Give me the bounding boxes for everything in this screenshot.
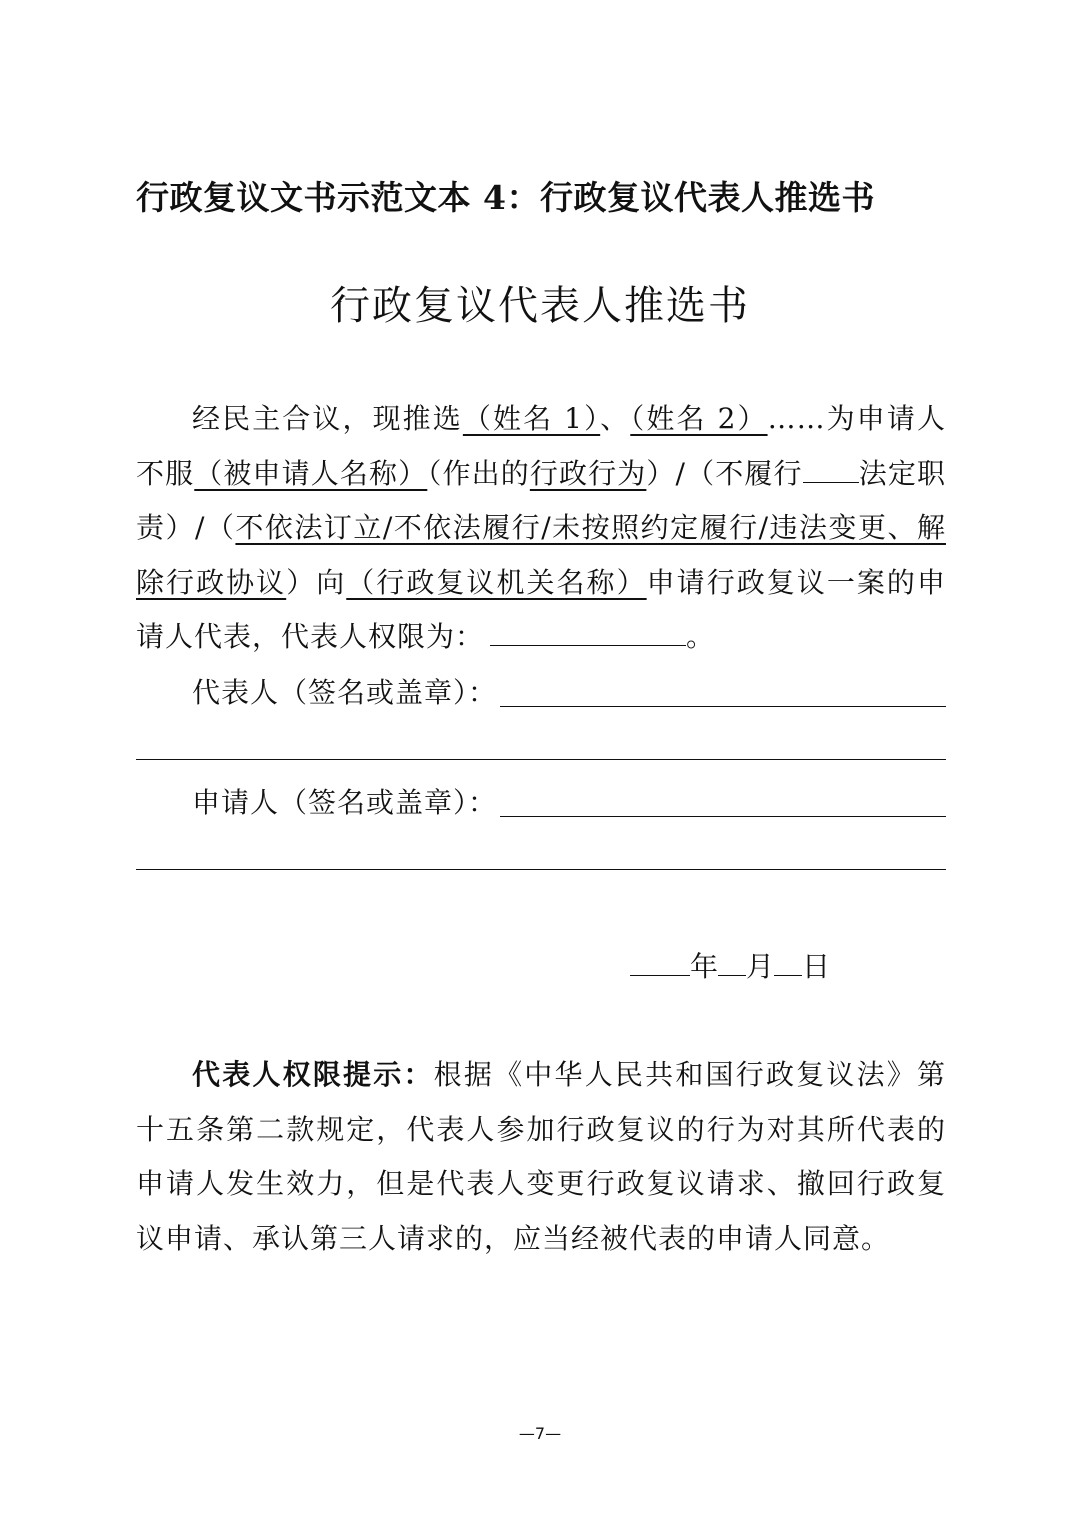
- administrative-act-field: 行政行为: [529, 456, 647, 490]
- document-heading: 行政复议文书示范文本 4：行政复议代表人推选书: [136, 178, 875, 217]
- respondent-name-field: （被申请人名称）: [194, 456, 428, 490]
- applicant-signature-row: [136, 776, 946, 830]
- body-text-6: ）向: [286, 565, 347, 599]
- page-number: —7—: [518, 1424, 562, 1443]
- name-2-field: （姓名 2）: [630, 402, 768, 435]
- year-label: 年: [690, 950, 719, 983]
- body-text-8: 。: [686, 620, 716, 653]
- body-text-2: ……为申请人不服: [136, 402, 946, 490]
- authority-blank: [490, 644, 686, 646]
- year-blank: [630, 974, 690, 976]
- day-label: 日: [802, 950, 831, 983]
- body-separator: 、: [600, 402, 631, 435]
- applicant-signature-label: 申请人（签名或盖章）：: [192, 786, 498, 819]
- month-blank: [718, 974, 746, 976]
- date-line: [630, 940, 830, 994]
- applicant-extra-line: [136, 869, 946, 870]
- authority-note-text: 根据《中华人民共和国行政复议法》第十五条第二款规定，代表人参加行政复议的行为对其所代表的申请人发生效力，但是代表人变更行政复议请求、撤回行政复议申请、承认第三人请求的，应当经被代表的申请人同意。: [136, 1058, 946, 1255]
- review-organ-field: （行政复议机关名称）: [346, 565, 647, 599]
- representative-signature-label: 代表人（签名或盖章）：: [192, 676, 498, 709]
- month-label: 月: [746, 950, 775, 983]
- representative-signature-line: [500, 706, 946, 707]
- body-text-4: ）/（不履行: [646, 456, 803, 490]
- applicant-signature-line: [500, 816, 946, 817]
- authority-note: [136, 1048, 946, 1266]
- body-text-3: （作出的: [427, 456, 530, 490]
- body-text-5: 法定职责）/（: [136, 456, 946, 544]
- body-text-1: 经民主合议，现推选: [192, 402, 463, 435]
- representative-signature-row: [136, 666, 946, 720]
- document-title: 行政复议代表人推选书: [330, 283, 750, 329]
- representative-extra-line: [136, 759, 946, 760]
- duty-blank: [803, 481, 859, 483]
- authority-note-label: 代表人权限提示：: [192, 1058, 434, 1091]
- agreement-options-field: 不依法订立/不依法履行/未按照约定履行/违法变更、解除行政协议: [136, 511, 946, 599]
- day-blank: [774, 974, 802, 976]
- body-text-7: 申请行政复议一案的申请人代表，代表人权限为：: [136, 565, 946, 653]
- name-1-field: （姓名 1）: [462, 402, 601, 435]
- body-paragraph: [136, 392, 946, 665]
